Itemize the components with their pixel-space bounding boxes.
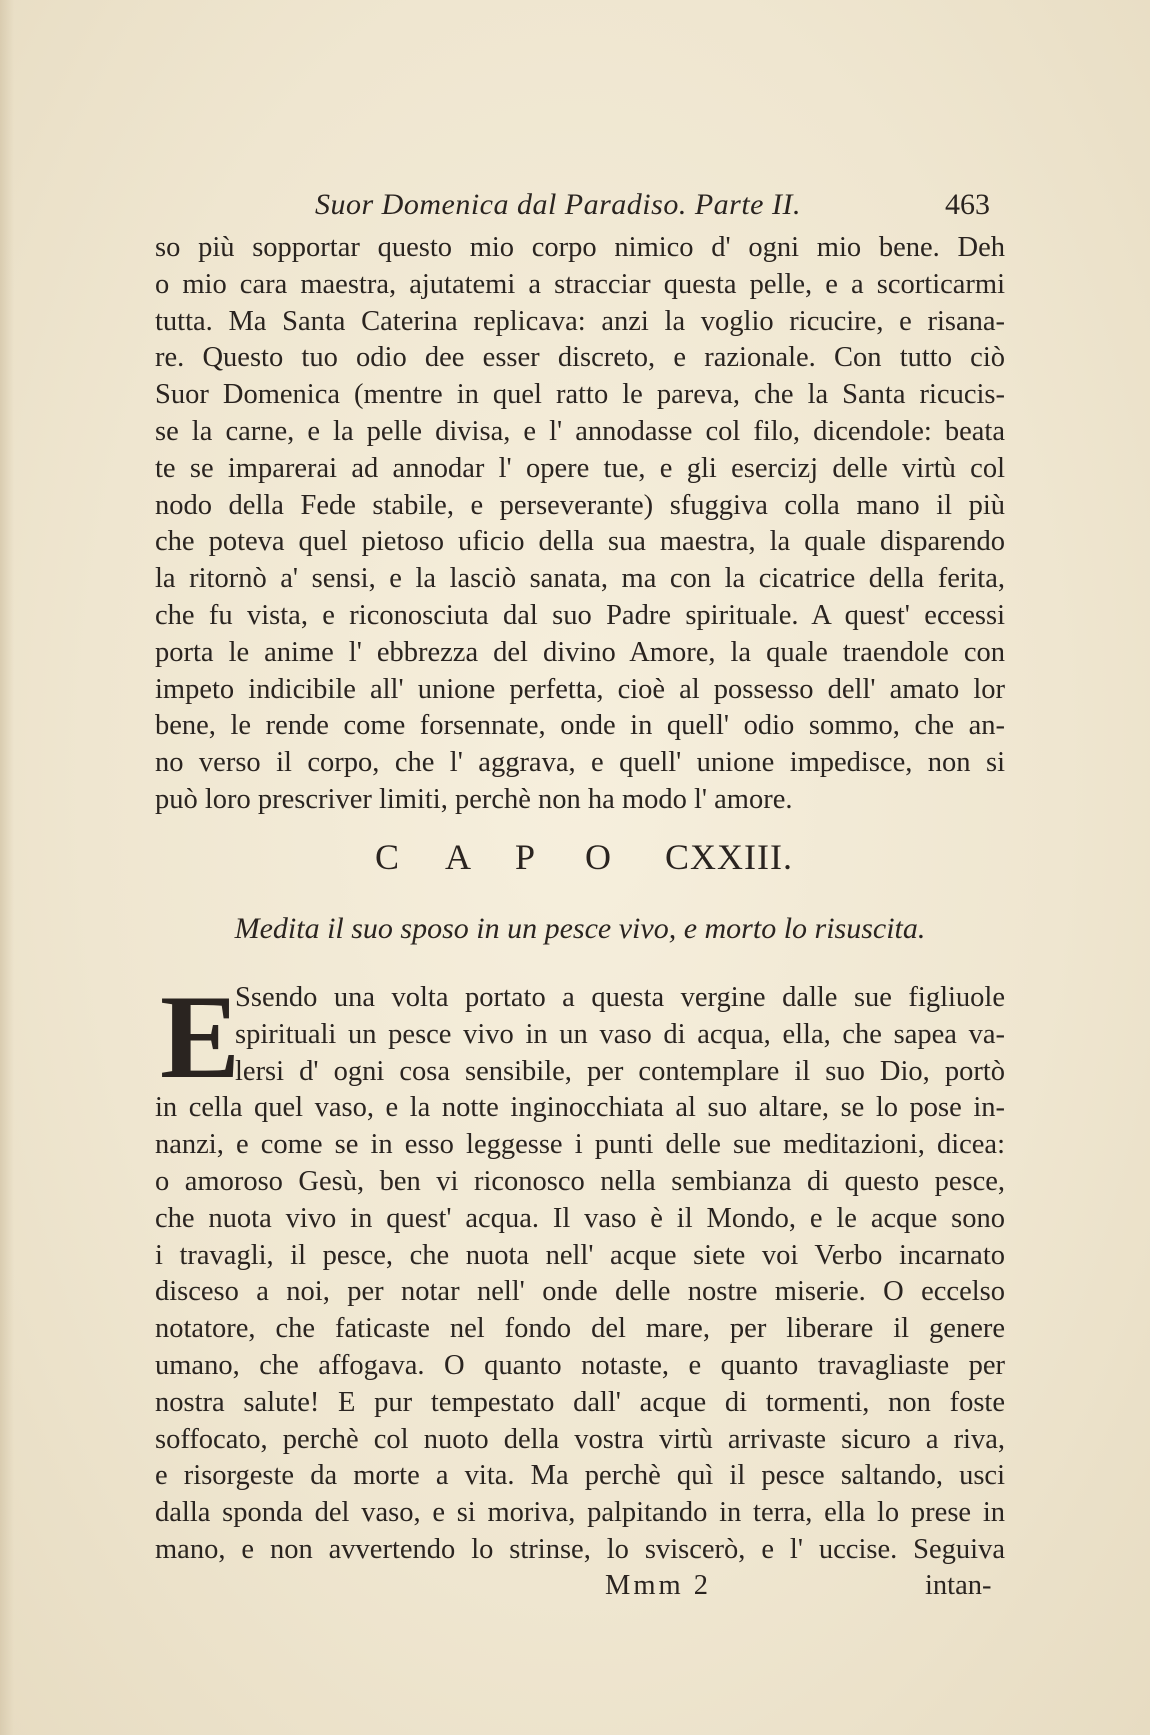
text-line: nodo della Fede stabile, e perseverante) sfuggiva colla mano il più [155,489,1005,521]
page-header [160,186,990,226]
paragraph-continued [155,230,1005,819]
chapter-word: C [375,837,401,877]
text-line: notatore, che faticaste nel fondo del mare, per liberare il genere [155,1313,1005,1345]
text-line: e risorgeste da morte a vita. Ma perchè quì il pesce saltando, usci [155,1460,1005,1492]
running-head: Suor Domenica dal Paradiso. Parte II. [315,188,801,221]
chapter-word: P [515,837,537,877]
chapter-subtitle: Medita il suo sposo in un pesce vivo, e morto lo risuscita. [234,912,926,945]
text-line: spirituali un pesce vivo in un vaso di acqua, ella, che sapea va- [235,1018,1005,1050]
text-line: re. Questo tuo odio dee esser discreto, e razionale. Con tutto ciò [155,342,1005,374]
text-line: impeto indicibile all' unione perfetta, cioè al possesso dell' amato lor [155,673,1005,705]
text-line: Suor Domenica (mentre in quel ratto le pareva, che la Santa ricucis- [155,379,1005,411]
text-line: che fu vista, e riconosciuta dal suo Padre spirituale. A quest' eccessi [155,599,1005,631]
catchword: intan- [925,1570,992,1601]
text-line: i travagli, il pesce, che nuota nell' acque siete voi Verbo incarnato [155,1239,1005,1271]
text-line: nostra salute! E pur tempestato dall' acque di tormenti, non foste [155,1386,1005,1418]
text-line: o amoroso Gesù, ben vi riconosco nella sembianza di questo pesce, [155,1165,1005,1197]
text-line: può loro prescriver limiti, perchè non ha modo l' amore. [155,783,793,815]
chapter-word: A [445,837,472,877]
text-line: che poteva quel pietoso uficio della sua maestra, la quale disparendo [155,526,1005,558]
drop-cap: E [160,970,241,1103]
chapter-number: CXXIII. [665,837,793,877]
text-line: umano, che affogava. O quanto notaste, e quanto travagliaste per [155,1349,1005,1381]
text-line: mano, e non avvertendo lo strinse, lo sviscerò, e l' uccise. Seguiva [155,1533,1005,1565]
text-line: tutta. Ma Santa Caterina replicava: anzi la voglio ricucire, e risana- [155,305,1005,337]
text-line: porta le anime l' ebbrezza del divino Amore, la quale traendole con [155,636,1005,668]
text-line: la ritornò a' sensi, e la lasciò sanata, ma con la cicatrice della ferita, [155,563,1005,595]
chapter-heading [155,836,1005,880]
text-line: che nuota vivo in quest' acqua. Il vaso è il Mondo, e le acque sono [155,1202,1005,1234]
text-line: lersi d' ogni cosa sensibile, per contemplare il suo Dio, portò [235,1055,1005,1087]
text-line: se la carne, e la pelle divisa, e l' annodasse col filo, dicendole: beata [155,415,1005,447]
page-number: 463 [945,188,990,221]
text-line: so più sopportar questo mio corpo nimico d' ogni mio bene. Deh [155,232,1005,263]
text-line: Ssendo una volta portato a questa vergine dalle sue figliuole [235,982,1005,1013]
page-edge-shadow [0,0,14,1735]
text-line: no verso il corpo, che l' aggrava, e quell' unione impedisce, non si [155,747,1005,779]
text-line: bene, le rende come forsennate, onde in quell' odio sommo, che an- [155,710,1005,742]
text-line: disceso a noi, per notar nell' onde delle nostre miserie. O eccelso [155,1276,1005,1308]
signature-mark: Mmm 2 [605,1570,712,1601]
text-line: o mio cara maestra, ajutatemi a stracciar questa pelle, e a scorticarmi [155,268,1005,300]
chapter-word: O [585,837,612,877]
paragraph-chapter [155,970,1005,1569]
text-line: soffocato, perchè col nuoto della vostra virtù arrivaste sicuro a riva, [155,1423,1005,1455]
text-line: te se imparerai ad annodar l' opere tue, e gli esercizj delle virtù col [155,452,1005,484]
text-line: dalla sponda del vaso, e si moriva, palpitando in terra, ella lo prese in [155,1497,1005,1529]
text-line: in cella quel vaso, e la notte inginocchiata al suo altare, se lo pose in- [155,1092,1005,1124]
text-line: nanzi, e come se in esso leggesse i punti delle sue meditazioni, dicea: [155,1129,1005,1161]
